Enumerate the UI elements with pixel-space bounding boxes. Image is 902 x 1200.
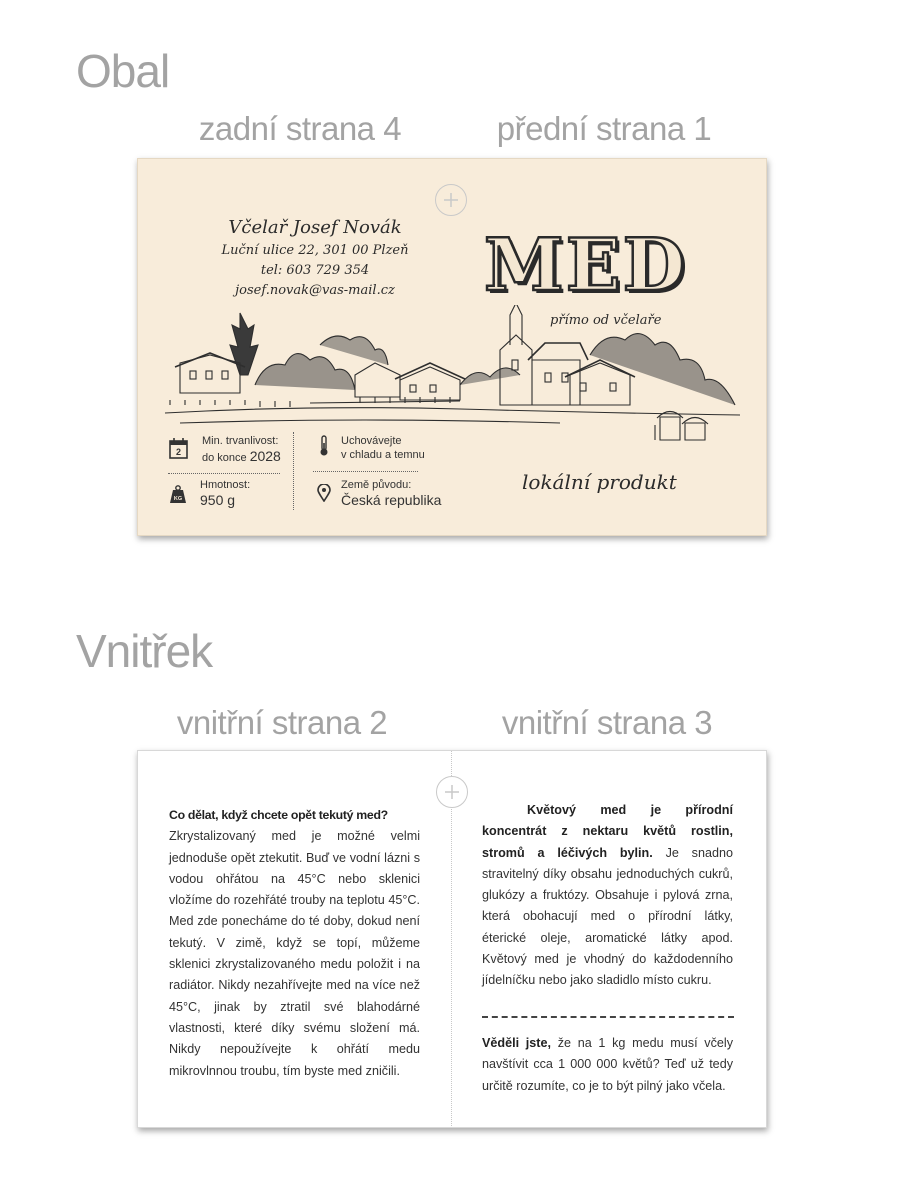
- village-illustration: [160, 305, 745, 455]
- expiry-label: Min. trvanlivost:: [202, 435, 279, 447]
- liquefy-heading: Co dělat, když chcete opět tekutý med?: [169, 808, 388, 822]
- back-side-label: zadní strana 4: [198, 110, 402, 147]
- calendar-icon: [169, 438, 188, 459]
- calendar-day: 2: [175, 447, 182, 457]
- beekeeper-email: josef.novak@vas-mail.cz: [235, 283, 395, 298]
- fact-block: [482, 1033, 733, 1097]
- hang-hole-inner-icon: [436, 776, 468, 808]
- product-tagline: lokální produkt: [522, 470, 677, 494]
- location-pin-icon: [317, 484, 331, 502]
- weight-value: 950 g: [200, 492, 236, 508]
- honey-info-bold: Květový med je přírodní koncentrát z nektaru květů rostlin, stromů a léčivých bylin.: [482, 803, 733, 860]
- fact-body: že na 1 kg medu musí včely navštívit cca 1 000 000 květů? Teď už tedy určitě rozumíte, co je to být pilný jako včela.: [482, 1036, 733, 1093]
- origin-value: Česká republika: [341, 492, 442, 508]
- divider-left: [168, 473, 280, 474]
- inner-left-label: vnitřní strana 2: [176, 704, 388, 741]
- weight-icon-text: KG: [173, 496, 183, 502]
- inner-right-label: vnitřní strana 3: [501, 704, 713, 741]
- weight-label: Hmotnost:: [200, 479, 251, 491]
- expiry-value: [202, 449, 281, 466]
- liquefy-body: Zkrystalizovaný med je možné velmi jednoduše opět ztekutit. Buď ve vodní lázni s vodou ohřátou na 45°C nebo sklenici vložíme do rozehřáté trouby na teplotu 45°C. Med zde ponecháme do té doby, dokud není tekutý. V zimě, když se topí, můžeme sklenici zkrystalizovaného medu položit i na radiátor. Nikdy nezahřívejte med na více než 45°C, jinak by ztratil své blahodárné vlastnosti, které díky svému složení má. Nikdy nepoužívejte k ohřátí medu mikrovlnnou troubu, tím byste med zničili.: [169, 829, 420, 1078]
- beekeeper-name: Včelař Josef Novák: [228, 217, 402, 238]
- divider-vertical: [293, 432, 294, 510]
- fact-bold: Věděli jste,: [482, 1036, 551, 1050]
- origin-label: Země původu:: [341, 479, 412, 491]
- honey-info-body: Je snadno stravitelný díky obsahu jednoduchých cukrů, glukózy a fruktózy. Obsahuje i pylová zrna, která obohacují med o přírodní látky, éterické oleje, aromatické látky apod. Květový med je vhodný do každodenního jídelníčku nebo jako sladidlo místo cukru.: [482, 845, 734, 988]
- fact-divider: [482, 1016, 734, 1018]
- product-title: MED: [484, 222, 688, 307]
- inside-section-title: Vnitřek: [76, 625, 213, 677]
- honey-info-block: [482, 800, 733, 992]
- expiry-year: 2028: [249, 448, 281, 464]
- liquefy-text-block: [169, 805, 420, 1082]
- beekeeper-phone: tel: 603 729 354: [260, 263, 370, 278]
- divider-right: [313, 471, 418, 472]
- beekeeper-address: Luční ulice 22, 301 00 Plzeň: [221, 243, 409, 258]
- cover-section-title: Obal: [76, 45, 170, 97]
- weight-icon: [169, 485, 187, 504]
- product-subtitle: přímo od včelaře: [550, 313, 662, 328]
- hang-hole-icon: [435, 184, 467, 216]
- expiry-prefix: do konce: [202, 452, 250, 464]
- storage-line2: v chladu a temnu: [341, 449, 425, 461]
- front-side-label: přední strana 1: [496, 110, 712, 147]
- thermometer-icon: [318, 435, 330, 457]
- storage-line1: Uchovávejte: [341, 435, 402, 447]
